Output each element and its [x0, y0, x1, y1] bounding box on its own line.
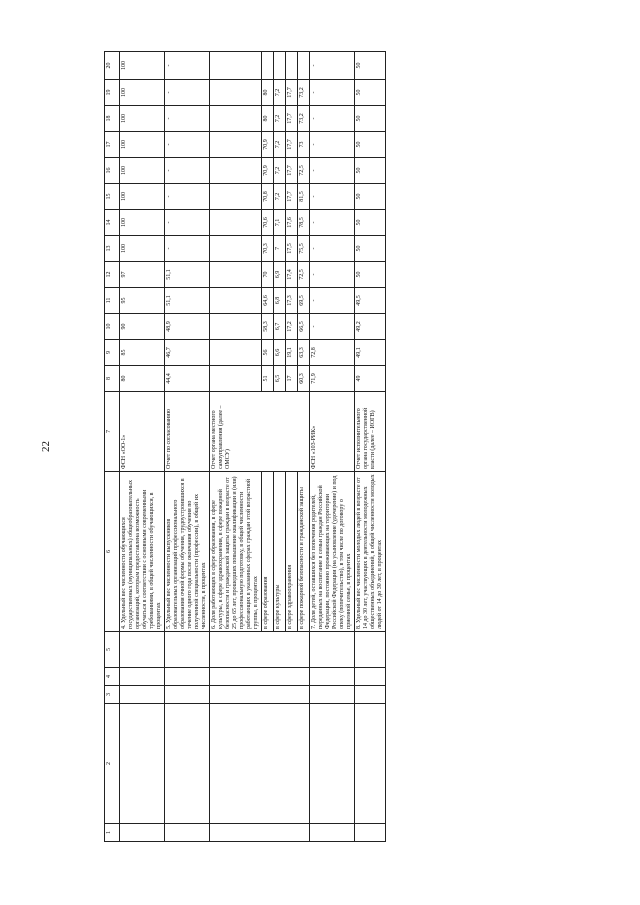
value-cell: 72,5: [298, 158, 310, 184]
data-source: Отчет по согласованию: [165, 392, 210, 472]
column-header: 20: [105, 52, 120, 80]
value-cell: 100: [120, 236, 165, 262]
value-cell: 49,1: [355, 340, 386, 366]
empty-cell: [355, 632, 386, 668]
value-cell: 100: [120, 158, 165, 184]
value-cell: 7,2: [274, 106, 286, 132]
value-cell: -: [310, 80, 355, 106]
column-number-row: [105, 52, 120, 842]
column-header: 19: [105, 80, 120, 106]
value-cell: -: [310, 288, 355, 314]
empty-cell: [120, 686, 165, 704]
value-cell: [210, 288, 262, 314]
value-cell: 100: [120, 132, 165, 158]
empty-cell: [210, 686, 310, 704]
value-cell: [210, 106, 262, 132]
empty-cell: [210, 824, 310, 842]
empty-cell: [210, 632, 310, 668]
value-cell: 85: [120, 340, 165, 366]
column-header: 16: [105, 158, 120, 184]
value-cell: 6,8: [274, 288, 286, 314]
value-cell: [210, 366, 262, 392]
value-cell: 19,1: [286, 340, 298, 366]
empty-cell: [310, 632, 355, 668]
value-cell: 17,7: [286, 106, 298, 132]
value-cell: 17,6: [286, 210, 298, 236]
value-cell: 90: [120, 314, 165, 340]
value-cell: 80: [262, 80, 274, 106]
value-cell: -: [165, 132, 210, 158]
value-cell: 75,5: [298, 236, 310, 262]
empty-cell: [310, 824, 355, 842]
empty-cell: [165, 668, 210, 686]
column-header: 8: [105, 366, 120, 392]
column-header: 15: [105, 184, 120, 210]
value-cell: -: [310, 314, 355, 340]
value-cell: 70,9: [262, 132, 274, 158]
value-cell: 17,7: [286, 184, 298, 210]
value-cell: 50: [355, 236, 386, 262]
table-row: [355, 52, 386, 842]
value-cell: 49,2: [355, 314, 386, 340]
value-cell: 50: [355, 210, 386, 236]
value-cell: -: [165, 80, 210, 106]
column-header: 2: [105, 704, 120, 824]
empty-cell: [355, 686, 386, 704]
indicators-table: [104, 51, 386, 842]
column-header: 7: [105, 392, 120, 472]
value-cell: 80: [120, 366, 165, 392]
value-cell: 50: [355, 158, 386, 184]
empty-cell: [120, 632, 165, 668]
value-cell: 70,8: [262, 184, 274, 210]
empty-cell: [310, 686, 355, 704]
value-cell: 6,5: [274, 366, 286, 392]
indicator-name: 7. Доля детей, оставшихся без попечения родителей, переданных на воспитание в семьи граждан Российской Федерации, постоянно проживающих на территории Российской Федерации (на усыновление (удочерение) и под опеку (попечительство), в том числе по договору о приемной семье, в процентах: [310, 472, 355, 632]
value-cell: -: [310, 106, 355, 132]
value-cell: [274, 52, 286, 80]
table-row: [120, 52, 165, 842]
value-cell: 50: [355, 132, 386, 158]
rotated-table-wrapper: [104, 52, 544, 842]
value-cell: 70,3: [262, 236, 274, 262]
column-header: 9: [105, 340, 120, 366]
value-cell: [210, 184, 262, 210]
value-cell: 100: [120, 106, 165, 132]
empty-cell: [210, 668, 310, 686]
value-cell: 63,3: [298, 340, 310, 366]
value-cell: 50: [355, 262, 386, 288]
value-cell: 72,5: [298, 262, 310, 288]
value-cell: [210, 340, 262, 366]
value-cell: 17: [286, 366, 298, 392]
empty-cell: [355, 824, 386, 842]
value-cell: 51,1: [165, 262, 210, 288]
empty-cell: [310, 668, 355, 686]
value-cell: 78,5: [298, 210, 310, 236]
column-header: 13: [105, 236, 120, 262]
value-cell: -: [165, 158, 210, 184]
value-cell: 17,5: [286, 236, 298, 262]
value-cell: 80: [262, 106, 274, 132]
column-header: 4: [105, 668, 120, 686]
value-cell: 44,4: [165, 366, 210, 392]
value-cell: [210, 158, 262, 184]
value-cell: [262, 52, 274, 80]
value-cell: 50: [355, 106, 386, 132]
value-cell: 7,2: [274, 132, 286, 158]
empty-cell: [165, 632, 210, 668]
value-cell: 17,7: [286, 158, 298, 184]
empty-cell: [355, 668, 386, 686]
value-cell: 50: [355, 184, 386, 210]
column-header: 17: [105, 132, 120, 158]
value-cell: 58,3: [262, 314, 274, 340]
empty-cell: [355, 704, 386, 824]
value-cell: 70: [262, 262, 274, 288]
data-source: Отчет исполнительного органа государственной власти (далее – ИОГВ): [355, 392, 386, 472]
subrow-label: в сфере пожарной безопасности и гражданской защиты: [298, 472, 310, 632]
table-row: [165, 52, 210, 842]
empty-cell: [165, 824, 210, 842]
data-source: ФСН «103-РИК»: [310, 392, 355, 472]
value-cell: 73,2: [298, 80, 310, 106]
value-cell: -: [310, 132, 355, 158]
value-cell: 6,9: [274, 262, 286, 288]
empty-cell: [120, 704, 165, 824]
subrow-label: в сфере здравоохранения: [286, 472, 298, 632]
indicator-name: 4. Удельный вес численности обучающихся государственных (муниципальных) общеобразовательных организаций, которым предоставлена возможность обучаться в соответствии с основными современными требованиями, в общей численности обучающихся, в процентах: [120, 472, 165, 632]
empty-cell: [165, 704, 210, 824]
table-row: [310, 52, 355, 842]
value-cell: [210, 52, 262, 80]
value-cell: 6,6: [274, 340, 286, 366]
column-header: 6: [105, 472, 120, 632]
column-header: 3: [105, 686, 120, 704]
page-number: 22: [40, 441, 52, 452]
indicator-name: 6. Доля работающих в сфере образования, в сфере культуры, в сфере здравоохранения, в сфере пожарной безопасности и гражданской защиты граждан в возрасте от 25 до 65 лет, прошедших повышение квалификации и (или) профессиональную подготовку, в общей численности работающих в указанных сферах граждан этой возрастной группы, в процентах: [210, 472, 262, 632]
value-cell: 48,9: [165, 314, 210, 340]
value-cell: 7: [274, 236, 286, 262]
value-cell: 70,6: [262, 210, 274, 236]
subrow-label: в сфере образования: [262, 472, 274, 632]
value-cell: 95: [120, 288, 165, 314]
value-cell: -: [165, 236, 210, 262]
value-cell: 49: [355, 366, 386, 392]
value-cell: [210, 262, 262, 288]
value-cell: 100: [120, 52, 165, 80]
empty-cell: [120, 668, 165, 686]
value-cell: 17,7: [286, 132, 298, 158]
empty-cell: [120, 824, 165, 842]
value-cell: 51: [262, 366, 274, 392]
value-cell: -: [310, 184, 355, 210]
value-cell: -: [310, 262, 355, 288]
value-cell: 100: [120, 210, 165, 236]
value-cell: -: [310, 210, 355, 236]
value-cell: 56: [262, 340, 274, 366]
value-cell: -: [310, 236, 355, 262]
value-cell: 81,5: [298, 184, 310, 210]
column-header: 11: [105, 288, 120, 314]
column-header: 14: [105, 210, 120, 236]
data-source: Отчет органа местного самоуправления (далее – ОМСУ): [210, 392, 310, 472]
value-cell: -: [165, 106, 210, 132]
value-cell: -: [310, 158, 355, 184]
value-cell: [298, 52, 310, 80]
value-cell: [210, 210, 262, 236]
column-header: 1: [105, 824, 120, 842]
value-cell: 46,7: [165, 340, 210, 366]
empty-cell: [210, 704, 310, 824]
value-cell: 50: [355, 52, 386, 80]
value-cell: 64,6: [262, 288, 274, 314]
indicator-name: 8. Удельный вес численности молодых людей в возрасте от 14 до 30 лет, участвующих в деятельности молодежных общественных объединений, в общей численности молодых людей от 14 до 30 лет, в процентах: [355, 472, 386, 632]
value-cell: 71,9: [310, 366, 355, 392]
value-cell: [210, 132, 262, 158]
value-cell: 60,3: [298, 366, 310, 392]
value-cell: 69,5: [298, 288, 310, 314]
value-cell: 73: [298, 132, 310, 158]
value-cell: 17,4: [286, 262, 298, 288]
value-cell: -: [165, 184, 210, 210]
table-row: [210, 52, 262, 842]
value-cell: 51,1: [165, 288, 210, 314]
value-cell: -: [165, 210, 210, 236]
value-cell: 7,2: [274, 80, 286, 106]
column-header: 5: [105, 632, 120, 668]
value-cell: 72,8: [310, 340, 355, 366]
value-cell: 70,9: [262, 158, 274, 184]
value-cell: -: [310, 52, 355, 80]
value-cell: 49,5: [355, 288, 386, 314]
empty-cell: [165, 686, 210, 704]
value-cell: 97: [120, 262, 165, 288]
data-source: ФСН «ОО-1»: [120, 392, 165, 472]
value-cell: 73,2: [298, 106, 310, 132]
table-body: [120, 52, 386, 842]
value-cell: 7,2: [274, 158, 286, 184]
value-cell: [210, 236, 262, 262]
empty-cell: [310, 704, 355, 824]
value-cell: 50: [355, 80, 386, 106]
column-header: 12: [105, 262, 120, 288]
value-cell: 6,7: [274, 314, 286, 340]
value-cell: 100: [120, 80, 165, 106]
subrow-label: в сфере культуры: [274, 472, 286, 632]
value-cell: 100: [120, 184, 165, 210]
indicator-name: 5. Удельный вес численности выпускников образовательных организаций профессионального образования очной формы обучения, трудоустроившихся в течение одного года после окончания обучения по полученной специальности (профессии), в общей их численности, в процентах: [165, 472, 210, 632]
column-header: 18: [105, 106, 120, 132]
value-cell: [210, 80, 262, 106]
value-cell: 7,2: [274, 184, 286, 210]
value-cell: [210, 314, 262, 340]
value-cell: 7,1: [274, 210, 286, 236]
column-header: 10: [105, 314, 120, 340]
value-cell: 17,7: [286, 80, 298, 106]
value-cell: 17,3: [286, 288, 298, 314]
value-cell: 66,5: [298, 314, 310, 340]
value-cell: -: [165, 52, 210, 80]
value-cell: [286, 52, 298, 80]
value-cell: 17,2: [286, 314, 298, 340]
